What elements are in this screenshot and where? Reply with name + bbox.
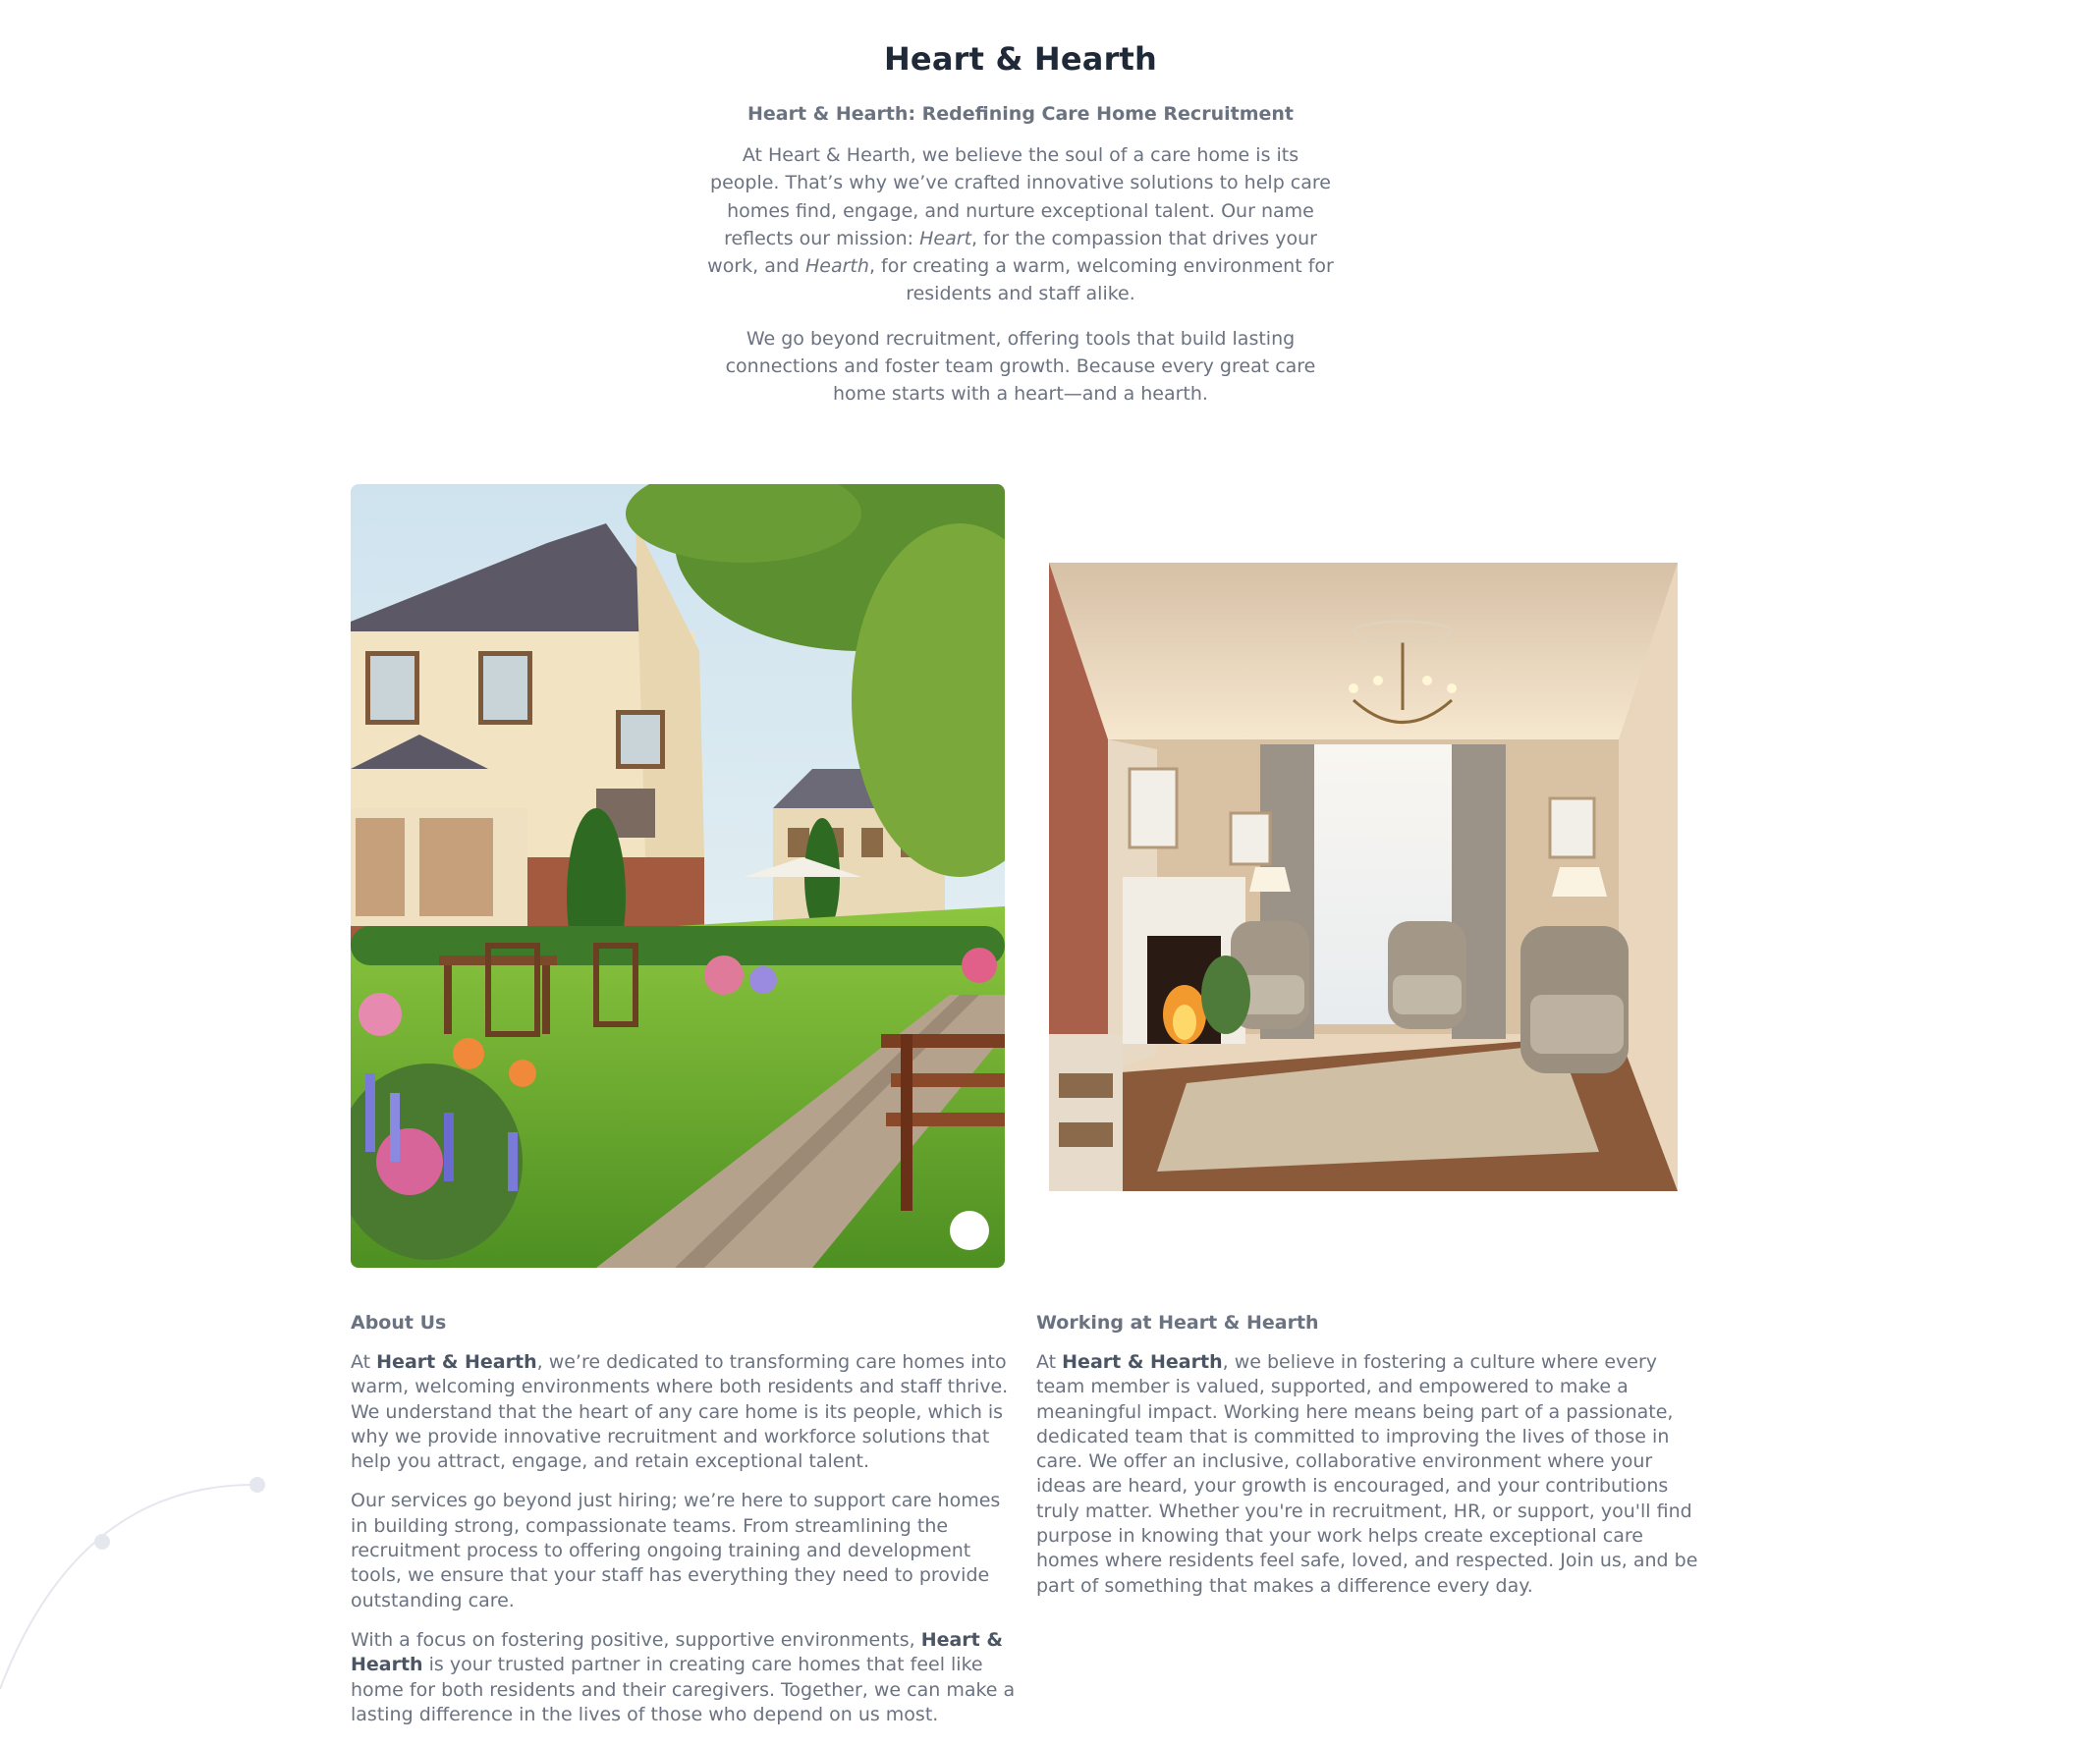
about-paragraph-1 xyxy=(351,1350,1019,1474)
about-p1-brand: Heart & Hearth xyxy=(376,1351,537,1373)
intro-text-b: , for the compassion that drives your work, and xyxy=(707,227,1317,278)
intro-paragraph-2: We go beyond recruitment, offering tools that build lasting connections and foster team growth. Because every great care home starts with a heart—and a hearth. xyxy=(725,327,1316,406)
about-p3-text-b: is your trusted partner in creating care homes that feel like home for both residents and their caregivers. Together, we can make a lasting difference in the lives of those who depend on us most. xyxy=(351,1654,1016,1725)
working-p1-brand: Heart & Hearth xyxy=(1062,1351,1223,1373)
intro-text-a: At Heart & Hearth, we believe the soul of a care home is its people. That’s why we’ve crafted innovative solutions to help care homes find, engage, and nurture exceptional talent. Our name reflects our mission: xyxy=(710,144,1331,249)
about-p3-brand: Heart & Hearth xyxy=(351,1628,1003,1676)
decorative-arc xyxy=(0,1453,295,1746)
about-us-heading: About Us xyxy=(351,1312,447,1334)
about-paragraph-2: Our services go beyond just hiring; we’re here to support care homes in building strong, compassionate teams. From streamlining the recruitment process to offering ongoing training and development tools, we ensure that your staff has everything they need to provide outstanding care. xyxy=(351,1490,1001,1611)
intro-hearth-em: Hearth xyxy=(805,255,869,278)
intro-heart-em: Heart xyxy=(919,227,972,249)
about-p1-text-b: , we’re dedicated to transforming care homes into warm, welcoming environments where both residents and staff thrive. We understand that the heart of any care home is its people, which is why we provide innovative recruitment and workforce solutions that help you attract, engage, and retain exceptional talent. xyxy=(351,1351,1009,1473)
working-paragraph-1 xyxy=(1036,1350,1704,1599)
about-p3-text-a: With a focus on fostering positive, supportive environments, xyxy=(351,1628,921,1651)
working-p1-text-b: , we believe in fostering a culture where every team member is valued, supported, and empowered to make a meaningful impact. Working here means being part of a passionate, dedicated team that is committed to improving the lives of those in care. We offer an inclusive, collaborative environment where your ideas are heard, your growth is encouraged, and your contributions truly matter. Whether you're in recruitment, HR, or support, you'll find purpose in knowing that your work helps create exceptional care homes where residents feel safe, loved, and respected. Join us, and be part of something that makes a difference every day. xyxy=(1036,1351,1698,1597)
intro-paragraph xyxy=(706,141,1335,308)
about-paragraph-3 xyxy=(351,1628,1019,1727)
page-subtitle: Heart & Hearth: Redefining Care Home Recruitment xyxy=(747,103,1294,125)
page-title: Heart & Hearth xyxy=(883,40,1158,78)
about-us-section xyxy=(351,1310,1019,1727)
care-home-garden-image xyxy=(351,484,1005,1268)
working-at-section xyxy=(1036,1310,1704,1599)
working-p1-text-a: At xyxy=(1036,1351,1063,1373)
hero-section xyxy=(706,37,1335,409)
intro-text-c: , for creating a warm, welcoming environment for residents and staff alike. xyxy=(868,255,1334,305)
working-at-heading: Working at Heart & Hearth xyxy=(1036,1312,1319,1334)
about-p1-text-a: At xyxy=(351,1351,377,1373)
care-home-lounge-image xyxy=(1049,563,1678,1191)
